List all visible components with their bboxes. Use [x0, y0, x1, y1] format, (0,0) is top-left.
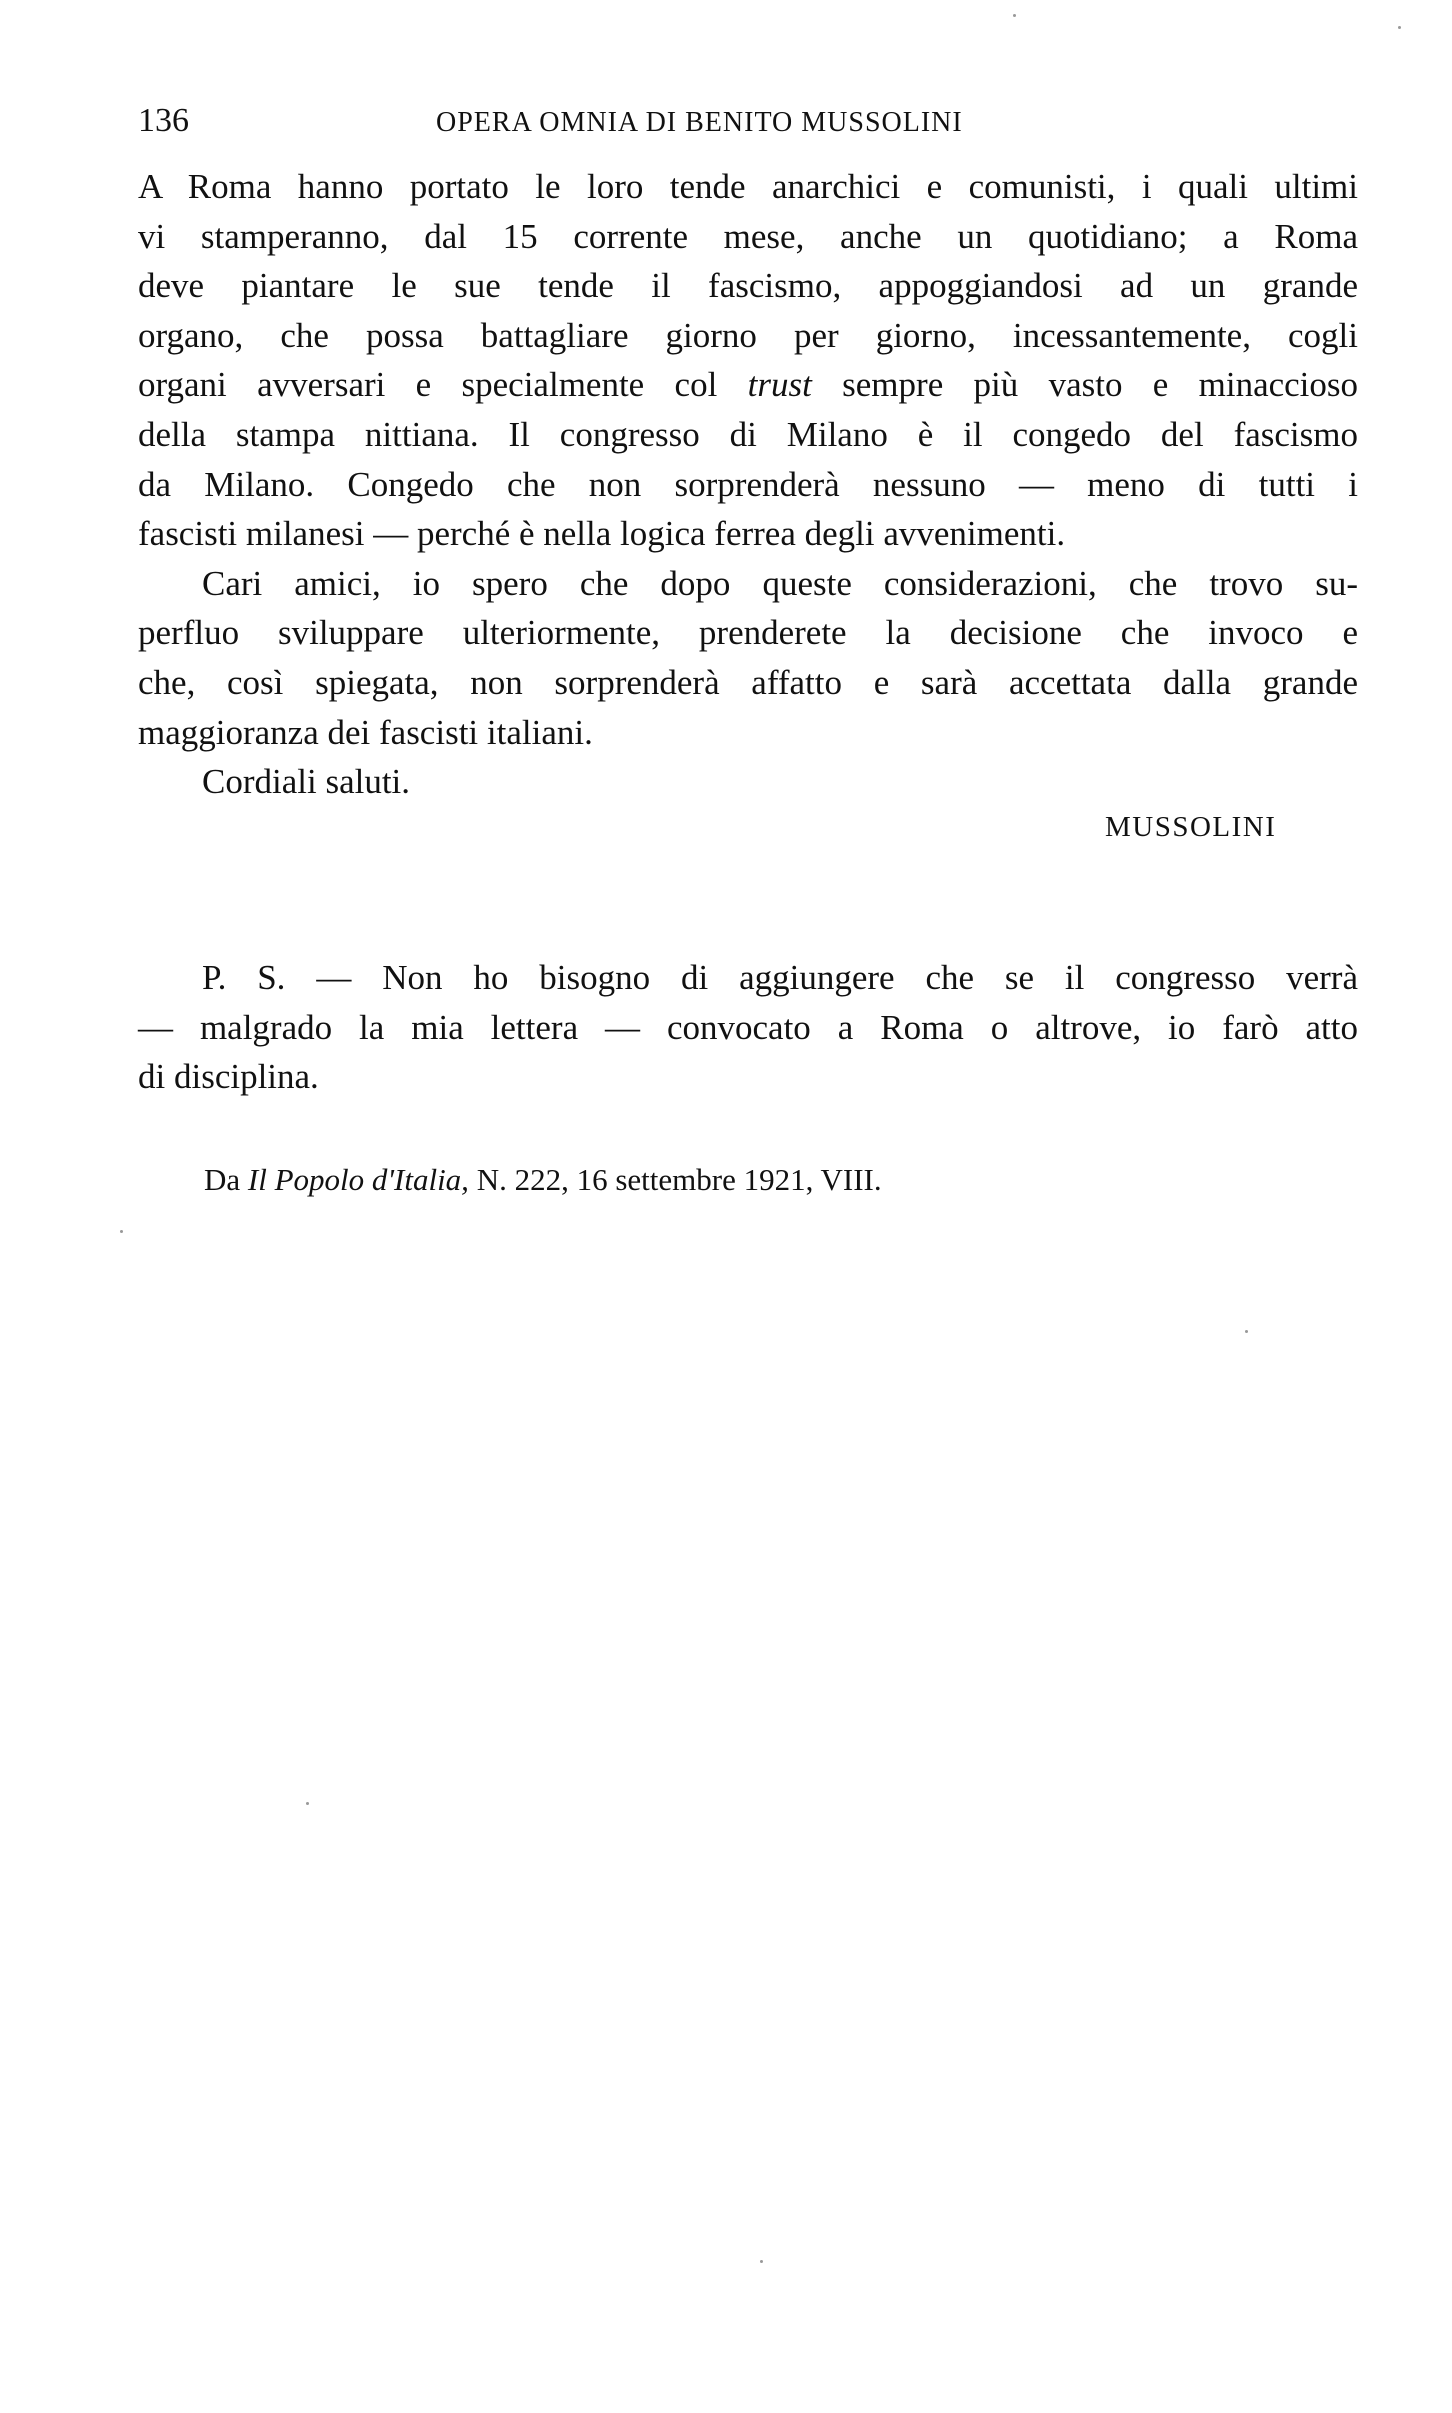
body-line-5-start: organi avversari e specialmente col — [138, 365, 718, 405]
body-line-2: vi stamperanno, dal 15 corrente mese, anche un quotidiano; a Roma — [138, 216, 1358, 256]
running-title: OPERA OMNIA DI BENITO MUSSOLINI — [436, 107, 963, 138]
scan-speck — [306, 1802, 309, 1805]
scan-speck — [760, 2260, 763, 2263]
scan-speck — [120, 1230, 123, 1233]
scan-speck — [1245, 1330, 1248, 1333]
source-citation — [204, 1158, 882, 1202]
source-details: N. 222, 16 settembre 1921, VIII. — [476, 1162, 882, 1197]
postscript-line-3: di disciplina. — [138, 1057, 319, 1097]
body-line-5-end: sempre più vasto e minaccioso — [842, 365, 1359, 405]
body-line-11: che, così spiegata, non sorprenderà affatto e sarà accettata dalla grande — [138, 662, 1358, 702]
body-line-1: A Roma hanno portato le loro tende anarchici e comunisti, i quali ultimi — [138, 167, 1358, 206]
signature: MUSSOLINI — [1105, 811, 1277, 843]
postscript-line-2: — malgrado la mia lettera — convocato a Roma o altrove, io farò atto — [138, 1007, 1358, 1047]
body-line-7: da Milano. Congedo che non sorprenderà nessuno — meno di tutti i — [138, 464, 1358, 504]
closing-salutation: Cordiali saluti. — [202, 762, 411, 802]
scan-speck — [1013, 14, 1016, 17]
letter-body — [138, 162, 1358, 807]
body-line-6: della stampa nittiana. Il congresso di Milano è il congedo del fascismo — [138, 414, 1358, 454]
body-line-12: maggioranza dei fascisti italiani. — [138, 712, 593, 752]
body-line-8: fascisti milanesi — perché è nella logica ferrea degli avvenimenti. — [138, 514, 1066, 554]
page-header — [138, 96, 1358, 146]
body-line-10: perfluo sviluppare ulteriormente, prenderete la decisione che invoco e — [138, 613, 1358, 653]
body-line-9: Cari amici, io spero che dopo queste considerazioni, che trovo su- — [202, 563, 1358, 603]
body-line-5 — [138, 360, 1358, 410]
postscript — [138, 953, 1358, 1102]
scan-speck — [1398, 26, 1401, 29]
source-publication: Il Popolo d'Italia, — [247, 1162, 469, 1197]
source-prefix: Da — [204, 1162, 241, 1197]
body-line-4: organo, che possa battagliare giorno per giorno, incessantemente, cogli — [138, 315, 1358, 355]
body-line-3: deve piantare le sue tende il fascismo, appoggiandosi ad un grande — [138, 266, 1358, 306]
trust-word: trust — [747, 365, 812, 405]
page-number: 136 — [138, 102, 189, 139]
postscript-line-1: P. S. — Non ho bisogno di aggiungere che se il congresso verrà — [202, 958, 1358, 997]
